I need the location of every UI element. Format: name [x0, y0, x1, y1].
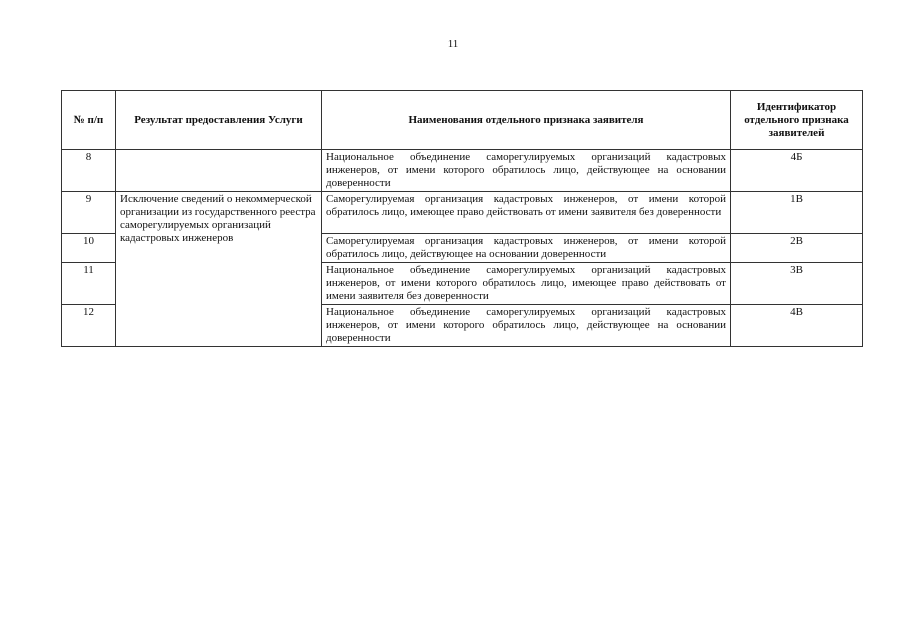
applicant-features-table [61, 90, 863, 347]
row-number: 12 [62, 305, 116, 347]
table-row [62, 192, 863, 234]
header-result: Результат предоставления Услуги [116, 91, 322, 150]
header-identifier: Идентификатор отдельного признака заявителей [731, 91, 863, 150]
header-number: № п/п [62, 91, 116, 150]
row-identifier: 3В [731, 263, 863, 305]
row-description: Саморегулируемая организация кадастровых инженеров, от имени которой обратилось лицо, имеющее право действовать от имени заявителя без доверенности [322, 192, 731, 234]
row-result [116, 150, 322, 192]
row-identifier: 4В [731, 305, 863, 347]
row-number: 9 [62, 192, 116, 234]
row-number: 10 [62, 234, 116, 263]
row-identifier: 1В [731, 192, 863, 234]
row-number: 8 [62, 150, 116, 192]
header-feature-name: Наименования отдельного признака заявителя [322, 91, 731, 150]
row-result: Исключение сведений о некоммерческой организации из государственного реестра саморегулируемых организаций кадастровых инженеров [116, 192, 322, 347]
table-row [62, 150, 863, 192]
row-identifier: 2В [731, 234, 863, 263]
row-description: Национальное объединение саморегулируемых организаций кадастровых инженеров, от имени которого обратилось лицо, имеющее право действовать от имени заявителя без доверенности [322, 263, 731, 305]
row-description: Национальное объединение саморегулируемых организаций кадастровых инженеров, от имени которого обратилось лицо, действующее на основании доверенности [322, 150, 731, 192]
row-description: Национальное объединение саморегулируемых организаций кадастровых инженеров, от имени которого обратилось лицо, действующее на основании доверенности [322, 305, 731, 347]
row-number: 11 [62, 263, 116, 305]
row-description: Саморегулируемая организация кадастровых инженеров, от имени которой обратилось лицо, действующее на основании доверенности [322, 234, 731, 263]
table-header-row [62, 91, 863, 150]
row-identifier: 4Б [731, 150, 863, 192]
page-number: 11 [447, 38, 459, 50]
